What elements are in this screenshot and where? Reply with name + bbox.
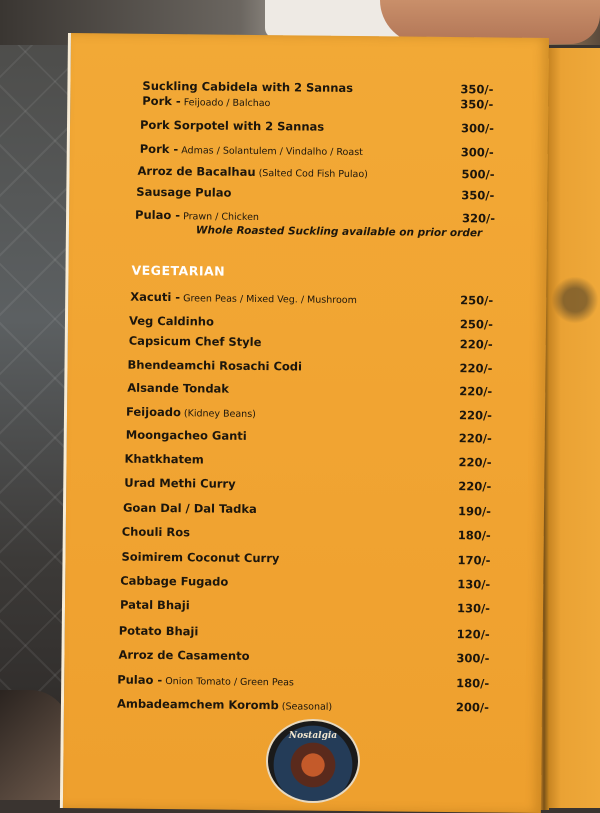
menu-item-name: Urad Methi Curry xyxy=(124,475,236,491)
menu-item-name: Khatkhatem xyxy=(124,451,204,467)
menu-item-price: 220/- xyxy=(459,384,493,399)
menu-item-name: Patal Bhaji xyxy=(119,597,190,613)
menu-item-name: Pork Sorpotel with 2 Sannas xyxy=(139,117,325,134)
menu-item-note: Admas / Solantulem / Vindalho / Roast xyxy=(178,145,363,159)
menu-item-row xyxy=(117,697,332,713)
menu-item-name: Ambadeamchem Koromb xyxy=(116,696,279,713)
menu-item-name: Arroz de Bacalhau xyxy=(137,163,256,179)
menu-item-name: Suckling Cabidela with 2 Sannas xyxy=(142,78,354,95)
menu-item-price: 220/- xyxy=(458,431,492,446)
menu-item-row xyxy=(123,501,257,516)
menu-item-row xyxy=(127,381,229,396)
menu-item-price: 350/- xyxy=(461,188,495,203)
menu-item-price: 170/- xyxy=(457,553,491,568)
menu-item-name: Veg Caldinho xyxy=(128,313,214,329)
menu-item-name: Cabbage Fugado xyxy=(120,573,229,589)
menu-item-row xyxy=(121,550,279,566)
menu-page xyxy=(60,33,549,813)
menu-item-row xyxy=(140,142,363,158)
menu-item-name: Pulao - xyxy=(135,207,181,223)
menu-item-price: 220/- xyxy=(458,479,492,494)
menu-item-name: Pork - xyxy=(139,141,179,157)
menu-item-row xyxy=(130,290,357,306)
menu-item-row xyxy=(126,428,247,443)
menu-item-row xyxy=(135,208,259,223)
menu-item-note: (Kidney Beans) xyxy=(180,408,256,420)
menu-item-row xyxy=(140,118,324,134)
logo-text: Nostalgia xyxy=(288,731,338,741)
menu-item-name: Feijoado xyxy=(125,404,181,420)
menu-item-price: 300/- xyxy=(456,651,490,666)
section-title-vegetarian: VEGETARIAN xyxy=(131,262,226,279)
menu-item-note: (Salted Cod Fish Pulao) xyxy=(255,167,368,181)
menu-item-price: 300/- xyxy=(460,145,494,160)
menu-item-note: (Seasonal) xyxy=(278,701,333,713)
menu-item-row xyxy=(122,525,190,540)
menu-item-price: 130/- xyxy=(456,601,491,616)
restaurant-logo xyxy=(266,719,360,803)
menu-item-price: 350/- xyxy=(460,82,494,97)
menu-item-name: Goan Dal / Dal Tadka xyxy=(122,500,257,517)
menu-item-note: Green Peas / Mixed Veg. / Mushroom xyxy=(180,293,357,307)
menu-item-row xyxy=(124,476,235,491)
menu-item-note: Feijoado / Balchao xyxy=(180,97,271,110)
menu-item-row xyxy=(124,452,203,467)
menu-item-price: 250/- xyxy=(460,293,494,308)
menu-item-price: 220/- xyxy=(459,361,493,376)
menu-item-row xyxy=(137,164,368,180)
menu-item-row xyxy=(118,648,249,663)
menu-item-price: 180/- xyxy=(457,528,491,543)
menu-item-row xyxy=(142,79,353,95)
menu-item-name: Potato Bhaji xyxy=(118,623,199,639)
menu-item-note: Prawn / Chicken xyxy=(180,211,260,224)
menu-item-name: Alsande Tondak xyxy=(127,380,230,396)
menu-item-row xyxy=(120,598,190,613)
menu-item-row xyxy=(117,673,294,689)
menu-item-price: 130/- xyxy=(457,577,491,592)
menu-item-name: Chouli Ros xyxy=(121,524,191,540)
menu-item-name: Soimirem Coconut Curry xyxy=(121,549,280,566)
menu-item-name: Moongacheo Ganti xyxy=(125,427,247,443)
menu-item-name: Capsicum Chef Style xyxy=(128,333,262,350)
menu-item-price: 300/- xyxy=(460,121,495,136)
menu-item-row xyxy=(136,185,231,200)
menu-item-price: 190/- xyxy=(457,504,492,519)
menu-item-row xyxy=(142,94,270,109)
menu-item-price: 350/- xyxy=(460,97,494,112)
page-stain xyxy=(550,270,600,330)
menu-right-page xyxy=(546,48,600,808)
menu-item-name: Pork - xyxy=(142,93,181,109)
prior-order-note: Whole Roasted Suckling available on prior order xyxy=(195,224,483,240)
menu-item-row xyxy=(120,574,228,589)
menu-item-name: Sausage Pulao xyxy=(136,184,232,200)
menu-item-price: 220/- xyxy=(458,455,492,470)
menu-item-note: Onion Tomato / Green Peas xyxy=(162,676,294,689)
menu-item-row xyxy=(129,334,262,349)
menu-item-price: 250/- xyxy=(459,317,494,332)
menu-item-price: 220/- xyxy=(458,408,493,423)
menu-item-price: 500/- xyxy=(461,167,495,182)
menu-item-name: Xacuti - xyxy=(130,289,181,305)
menu-item-name: Pulao - xyxy=(117,672,163,688)
menu-item-row xyxy=(119,624,199,639)
menu-item-name: Arroz de Casamento xyxy=(118,647,250,663)
menu-item-name: Bhendeamchi Rosachi Codi xyxy=(127,357,303,374)
menu-item-price: 220/- xyxy=(459,337,493,352)
menu-item-row xyxy=(129,314,214,329)
menu-item-price: 120/- xyxy=(456,627,490,642)
menu-item-price: 320/- xyxy=(462,211,496,226)
menu-item-row xyxy=(127,358,302,374)
menu-item-price: 180/- xyxy=(456,676,490,691)
menu-item-row xyxy=(126,405,256,420)
menu-item-price: 200/- xyxy=(455,700,490,715)
